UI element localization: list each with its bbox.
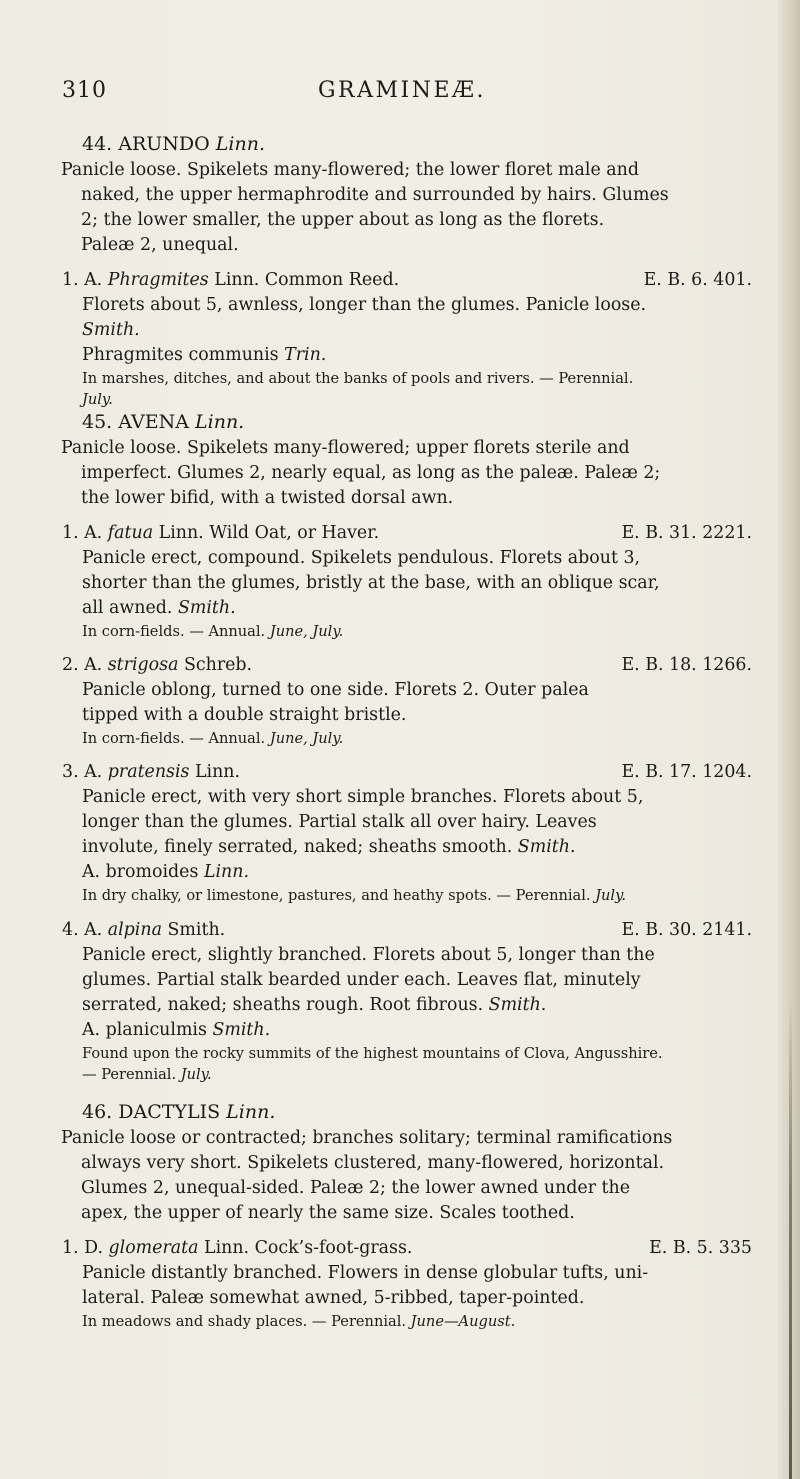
english-botany-reference: E. B. 6. 401. (643, 270, 752, 290)
species-title-line: 2. A. strigosa Schreb. E. B. 18. 1266. (62, 653, 752, 678)
genus-description-line: apex, the upper of nearly the same size. Scales toothed. (81, 1203, 575, 1223)
genus-dactylis (62, 1098, 752, 1332)
binding-shadow (789, 1000, 792, 1479)
species-entry (62, 1236, 752, 1332)
genus-heading: 45. AVENA Linn. (82, 411, 245, 433)
species-description-line: glumes. Partial stalk bearded under each. Leaves flat, minutely (82, 970, 641, 990)
running-header (62, 78, 742, 112)
english-botany-reference: E. B. 31. 2221. (621, 523, 752, 543)
species-entry (62, 760, 752, 906)
species-habitat: Found upon the rocky summits of the highest mountains of Clova, Angusshire. (82, 1045, 663, 1062)
species-synonym: A. bromoides Linn. (82, 862, 249, 882)
genus-heading: 46. DACTYLIS Linn. (82, 1101, 276, 1123)
species-entry (62, 918, 752, 1085)
species-description-line: Panicle distantly branched. Flowers in dense globular tufts, uni- (82, 1263, 649, 1283)
species-description-line: Panicle oblong, turned to one side. Florets 2. Outer palea (82, 680, 589, 700)
genus-arundo (62, 130, 752, 410)
species-entry (62, 521, 752, 642)
species-habitat: — Perennial. July. (82, 1066, 212, 1083)
english-botany-reference: E. B. 18. 1266. (621, 655, 752, 675)
genus-description-line: Panicle loose or contracted; branches solitary; terminal ramifications (61, 1128, 673, 1148)
species-description-line: involute, finely serrated, naked; sheaths smooth. Smith. (82, 837, 576, 857)
genus-description-line: Paleæ 2, unequal. (81, 235, 239, 255)
genus-description-line: always very short. Spikelets clustered, many-flowered, horizontal. (81, 1153, 665, 1173)
species-habitat: In marshes, ditches, and about the banks of pools and rivers. — Perennial. (82, 370, 634, 387)
genus-description-line: imperfect. Glumes 2, nearly equal, as long as the paleæ. Paleæ 2; (81, 463, 661, 483)
species-habitat: In meadows and shady places. — Perennial. June—August. (82, 1313, 516, 1330)
page-number: 310 (62, 78, 107, 103)
genus-description-line: Panicle loose. Spikelets many-flowered; upper florets sterile and (61, 438, 630, 458)
species-flowering-time: July. (82, 391, 113, 408)
genus-heading: 44. ARUNDO Linn. (82, 133, 265, 155)
species-authority: Smith. (82, 320, 140, 340)
species-description-line: lateral. Paleæ somewhat awned, 5-ribbed, taper-pointed. (82, 1288, 585, 1308)
genus-description-line: Panicle loose. Spikelets many-flowered; the lower floret male and (61, 160, 640, 180)
species-entry (62, 268, 752, 410)
species-description-line: Panicle erect, compound. Spikelets pendulous. Florets about 3, (82, 548, 641, 568)
species-synonym: A. planiculmis Smith. (82, 1020, 271, 1040)
species-description-line: Panicle erect, with very short simple branches. Florets about 5, (82, 787, 644, 807)
genus-description-line: Glumes 2, unequal-sided. Paleæ 2; the lower awned under the (81, 1178, 631, 1198)
genus-description-line: naked, the upper hermaphrodite and surrounded by hairs. Glumes (81, 185, 669, 205)
species-description-line: shorter than the glumes, bristly at the base, with an oblique scar, (82, 573, 660, 593)
species-description-line: Florets about 5, awnless, longer than the glumes. Panicle loose. (82, 295, 647, 315)
species-title-line: 1. D. glomerata Linn. Cock’s-foot-grass. E. B. 5. 335 (62, 1236, 752, 1261)
species-title-line: 4. A. alpina Smith. E. B. 30. 2141. (62, 918, 752, 943)
species-title-line: 3. A. pratensis Linn. E. B. 17. 1204. (62, 760, 752, 785)
english-botany-reference: E. B. 5. 335 (649, 1238, 752, 1258)
species-habitat: In corn-fields. — Annual. June, July. (82, 730, 344, 747)
species-synonym: Phragmites communis Trin. (82, 345, 327, 365)
species-habitat: In corn-fields. — Annual. June, July. (82, 623, 344, 640)
running-title: GRAMINEÆ. (317, 78, 487, 103)
species-entry (62, 653, 752, 749)
genus-description-line: the lower bifid, with a twisted dorsal awn. (81, 488, 454, 508)
genus-avena (62, 408, 752, 1085)
species-description-line: Panicle erect, slightly branched. Florets about 5, longer than the (82, 945, 655, 965)
species-description-line: tipped with a double straight bristle. (82, 705, 407, 725)
genus-description-line: 2; the lower smaller, the upper about as long as the florets. (81, 210, 605, 230)
english-botany-reference: E. B. 17. 1204. (621, 762, 752, 782)
species-description-line: all awned. Smith. (82, 598, 236, 618)
species-description-line: serrated, naked; sheaths rough. Root fibrous. Smith. (82, 995, 547, 1015)
species-title-line: 1. A. fatua Linn. Wild Oat, or Haver. E. B. 31. 2221. (62, 521, 752, 546)
species-habitat: In dry chalky, or limestone, pastures, and heathy spots. — Perennial. July. (82, 887, 627, 904)
species-description-line: longer than the glumes. Partial stalk all over hairy. Leaves (82, 812, 597, 832)
species-title-line: 1. A. Phragmites Linn. Common Reed. E. B. 6. 401. (62, 268, 752, 293)
english-botany-reference: E. B. 30. 2141. (621, 920, 752, 940)
